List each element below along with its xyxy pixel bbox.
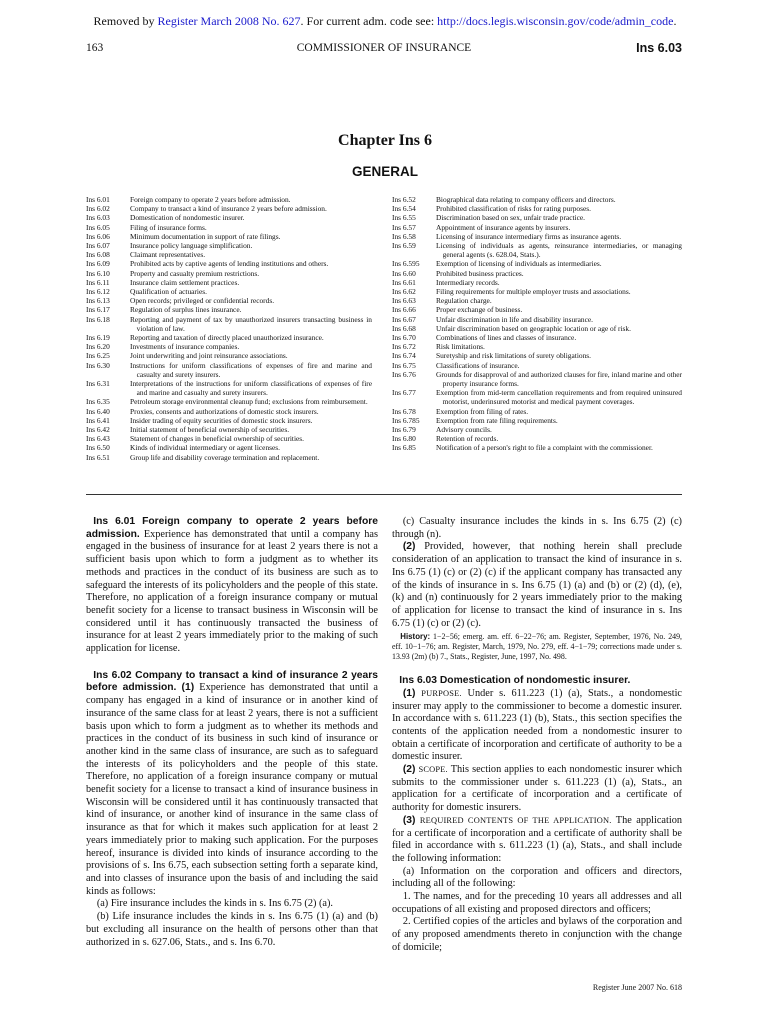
toc-entry-number: Ins 6.35 [86,397,110,407]
toc-entry-title: Insurance claim settlement practices. [130,277,240,287]
toc-entry-number: Ins 6.30 [86,360,110,370]
toc-entry[interactable] [392,407,682,416]
page-number: 163 [86,42,104,54]
section-6-01 [86,516,378,656]
toc-entry-title: Retention of records. [436,434,499,444]
toc-entry-title: Investments of insurance companies. [130,342,240,352]
toc-entry-title: Open records; privileged or confidential records. [130,296,275,306]
toc-entry[interactable] [86,315,372,333]
subsection-2 [392,541,682,630]
toc-entry-title: Interpretations of the instructions for uniform classifications of expenses of fire and marine and casualty and surety insurers. [130,379,372,398]
required-contents-text: The application for a certificate of incorporation and a certificate of authority shall be filed in accordance with s. 611.223 (1) (a), Stats., and shall include the following information: [392,814,682,864]
toc-entry[interactable] [392,370,682,388]
paragraph-b: (b) Life insurance includes the kinds in s. Ins 6.75 (1) (a) and (b) but excluding all insurance on the health of persons other than that authorized in s. 627.06, Stats., and s. Ins 6.70. [86,911,378,948]
toc-entry-title: Reporting and taxation of directly placed unauthorized insurance. [130,333,324,343]
toc-entry-title: Property and casualty premium restrictions. [130,268,260,278]
toc-entry-number: Ins 6.77 [392,388,416,398]
toc-entry[interactable] [86,278,372,287]
toc-entry-title: Discrimination based on sex, unfair trade practice. [436,213,585,223]
toc-entry[interactable] [392,296,682,305]
toc-entry-number: Ins 6.13 [86,296,110,306]
toc-entry[interactable] [86,195,372,204]
toc-entry-number: Ins 6.05 [86,222,110,232]
toc-entry[interactable] [86,443,372,452]
toc-entry[interactable] [86,351,372,360]
removal-notice-banner [0,14,770,29]
toc-entry-number: Ins 6.78 [392,406,416,416]
toc-entry-number: Ins 6.63 [392,296,416,306]
toc-entry-number: Ins 6.57 [392,222,416,232]
toc-entry-number: Ins 6.54 [392,204,416,214]
toc-entry[interactable] [86,342,372,351]
toc-entry[interactable] [86,379,372,397]
banner-prefix: Removed by [93,14,158,28]
toc-entry-title: Unfair discrimination based on geographic location or age of risk. [436,323,631,333]
toc-entry[interactable] [86,223,372,232]
toc-entry[interactable] [86,250,372,259]
toc-entry-title: Petroleum storage environmental cleanup fund; exclusions from reimbursement. [130,397,368,407]
toc-entry[interactable] [392,259,682,268]
toc-entry-title: Prohibited acts by captive agents of lending institutions and others. [130,259,329,269]
toc-entry-number: Ins 6.61 [392,277,416,287]
toc-entry[interactable] [86,287,372,296]
toc-entry[interactable] [86,453,372,462]
toc-entry-number: Ins 6.10 [86,268,110,278]
toc-entry-number: Ins 6.09 [86,259,110,269]
toc-entry[interactable] [392,333,682,342]
toc-entry[interactable] [392,324,682,333]
subsection-required-contents [392,815,682,866]
toc-entry-title: Exemption from mid-term cancellation requirements and from required uninsured motorist, underinsured motorist and medical payment coverages. [436,388,682,407]
scope-text: This section applies to each nondomestic insurer which submits to the commissioner under s. 611.223 (1) (a), Stats., an application for a certificate of incorporation and a certificate of authority for domestic insurers. [392,764,682,814]
table-of-contents-right [392,195,682,453]
toc-entry-title: Kinds of individual intermediary or agent licenses. [130,443,281,453]
table-of-contents-left [86,195,372,462]
purpose-text: Under s. 611.223 (1) (a), Stats., a nondomestic insurer may apply to the commissioner to become a domestic insurer. In accordance with s. 611.223 (1) (b), Stats., this section specifies the contents of the application needed from a nondomestic insurer to obtain a certificate of incorporation and certificate of authority to be a domestic insurer. [392,687,682,763]
toc-entry[interactable] [392,278,682,287]
toc-entry-number: Ins 6.60 [392,268,416,278]
toc-entry-number: Ins 6.595 [392,259,420,269]
toc-entry-number: Ins 6.58 [392,231,416,241]
subsection-scope [392,764,682,815]
paragraph-a: (a) Fire insurance includes the kinds in s. Ins 6.75 (2) (a). [96,898,334,910]
section-6-03-heading [392,675,682,688]
toc-entry-title: Exemption from rate filing requirements. [436,415,558,425]
toc-entry[interactable] [86,407,372,416]
toc-entry[interactable] [392,434,682,443]
toc-entry[interactable] [392,269,682,278]
toc-entry-number: Ins 6.43 [86,434,110,444]
toc-entry-title: Group life and disability coverage termination and replacement. [130,452,320,462]
scope-number: (2) [402,764,416,776]
scope-label: SCOPE. [418,765,448,775]
toc-entry-title: Unfair discrimination in life and disability insurance. [436,314,594,324]
toc-entry-number: Ins 6.51 [86,452,110,462]
toc-entry[interactable] [392,204,682,213]
toc-entry-title: Filing of insurance forms. [130,222,207,232]
toc-entry-title: Joint underwriting and joint reinsurance associations. [130,351,288,361]
toc-entry-number: Ins 6.42 [86,425,110,435]
history-note [392,632,682,661]
toc-entry-title: Appointment of insurance agents by insurers. [436,222,571,232]
chapter-title: Chapter Ins 6 [338,132,432,149]
toc-entry-number: Ins 6.75 [392,360,416,370]
toc-entry-title: Risk limitations. [436,342,485,352]
toc-entry-number: Ins 6.70 [392,333,416,343]
toc-entry-title: Grounds for disapproval of and authorized clauses for fire, inland marine and other property insurance forms. [436,369,682,389]
toc-entry[interactable] [392,287,682,296]
toc-entry[interactable] [86,416,372,425]
toc-entry-title: Combinations of lines and classes of insurance. [436,333,577,343]
toc-entry-number: Ins 6.31 [86,379,110,389]
toc-entry[interactable] [392,315,682,324]
required-contents-label: REQUIRED CONTENTS OF THE APPLICATION. [419,815,612,825]
register-link[interactable]: Register March 2008 No. 627 [157,14,301,28]
toc-entry-number: Ins 6.74 [392,351,416,361]
paragraph-3a: (a) Information on the corporation and officers and directors, including all of the following: [392,865,682,890]
toc-entry-number: Ins 6.07 [86,241,110,251]
body-column-left [86,516,378,949]
section-6-02-text: Experience has demonstrated that until a company has engaged in a kind of insurance or in another kind of insurance of the same class for at least 2 years, there is not a sufficient basis upon which to form a judgment as to whether its methods and practices in the conduct of its business in such kind of insurance or another kind in the same class of insurance, are such as to safeguard the interests of its policyholders and the people of this state. Therefore, no application of a foreign insurance company or mutual benefit society for a license to transact a kind of insurance business in Wisconsin will be considered until it has continuously transacted that kind of insurance, or another kind of insurance in the same class of insurance as that for which it makes such application for at least 2 years immediately prior to making such application. For the purposes hereof, insurance is divided into kinds of insurance according to the provisions of s. Ins 6.75, each subsection setting forth a separate kind, and into classes of insurance upon the basis of and including the said kinds as follows: [86,682,378,897]
toc-entry-title: Domestication of nondomestic insurer. [130,213,245,223]
toc-entry[interactable] [86,296,372,305]
toc-entry[interactable] [392,195,682,204]
toc-entry[interactable] [86,425,372,434]
toc-entry-number: Ins 6.55 [392,213,416,223]
paragraph-c: (c) Casualty insurance includes the kinds in s. Ins 6.75 (2) (c) through (n). [392,516,682,540]
toc-entry-title: Claimant representatives. [130,250,206,260]
history-label: History: [400,632,431,642]
toc-entry[interactable] [86,397,372,406]
toc-entry-number: Ins 6.72 [392,342,416,352]
toc-entry[interactable] [86,269,372,278]
toc-entry-number: Ins 6.06 [86,231,110,241]
toc-entry-number: Ins 6.41 [86,415,110,425]
toc-entry-number: Ins 6.785 [392,415,420,425]
toc-entry[interactable] [86,361,372,379]
section-6-02 [86,670,378,899]
toc-entry[interactable] [392,232,682,241]
toc-entry-number: Ins 6.52 [392,195,416,204]
toc-entry-title: Exemption of licensing of individuals as intermediaries. [436,259,602,269]
toc-entry-number: Ins 6.03 [86,213,110,223]
toc-entry[interactable] [86,259,372,268]
toc-entry-title: Exemption from filing of rates. [436,406,529,416]
toc-entry-number: Ins 6.50 [86,443,110,453]
toc-entry-number: Ins 6.11 [86,277,110,287]
running-header-title: COMMISSIONER OF INSURANCE [296,42,472,54]
toc-entry-title: Reporting and payment of tax by unauthorized insurers transacting business in violation of law. [130,314,372,333]
toc-entry-number: Ins 6.02 [86,204,110,214]
divider-rule [86,494,682,495]
register-footer: Register June 2007 No. 618 [592,983,682,992]
toc-entry[interactable] [86,333,372,342]
toc-entry-number: Ins 6.17 [86,305,110,315]
toc-entry[interactable] [86,232,372,241]
toc-entry-title: Statement of changes in beneficial ownership of securities. [130,434,305,444]
toc-entry-title: Advisory councils. [436,425,492,435]
required-contents-number: (3) [402,814,416,826]
toc-entry-title: Licensing of insurance intermediary firms as insurance agents. [436,231,622,241]
toc-entry[interactable] [392,416,682,425]
toc-entry-title: Foreign company to operate 2 years before admission. [130,195,291,204]
admin-code-link[interactable]: http://docs.legis.wisconsin.gov/code/admin_code [437,14,674,28]
purpose-number: (1) [402,687,416,699]
toc-entry[interactable] [86,241,372,250]
toc-entry-number: Ins 6.67 [392,314,416,324]
purpose-label: PURPOSE. [421,688,462,698]
toc-entry-title: Biographical data relating to company officers and directors. [436,195,616,204]
toc-entry[interactable] [392,305,682,314]
toc-entry-title: Proper exchange of business. [436,305,523,315]
toc-entry[interactable] [392,443,682,452]
toc-entry-number: Ins 6.80 [392,434,416,444]
chapter-subtitle: GENERAL [351,164,418,179]
toc-entry-number: Ins 6.59 [392,241,416,251]
section-6-02-heading: Ins 6.02 Company to transact a kind of insurance 2 years before admission. [86,669,378,694]
toc-entry-title: Notification of a person's right to file a complaint with the commissioner. [436,443,653,453]
section-6-01-heading: Ins 6.01 Foreign company to operate 2 years before admission. [86,516,378,540]
toc-entry-title: Company to transact a kind of insurance 2 years before admission. [130,204,327,214]
toc-entry[interactable] [392,213,682,222]
toc-entry-title: Prohibited classification of risks for rating purposes. [436,204,591,214]
item-2: 2. Certified copies of the articles and bylaws of the corporation and of any proposed amendments thereto in conjunction with the change of domicile; [392,916,682,953]
toc-entry-number: Ins 6.20 [86,342,110,352]
toc-entry-title: Insider trading of equity securities of domestic stock insurers. [130,415,313,425]
item-1: 1. The names, and for the preceding 10 years all addresses and all occupations of all existing and proposed directors and officers; [392,891,682,915]
toc-entry-title: Intermediary records. [436,277,500,287]
toc-entry[interactable] [86,204,372,213]
toc-entry-title: Regulation of surplus lines insurance. [130,305,242,315]
toc-entry[interactable] [86,305,372,314]
subsection-2-text: Provided, however, that nothing herein shall preclude consideration of an application to transact the kind of insurance in s. Ins 6.75 (1) (c) or (2) (c) if the applicant company has transacted any of the kinds of insurance in s. Ins 6.75 (1) (a) and (b) or (2) (d), (e), (k) and (n) continuously for 2 years immediately prior to the making of application for license to transact the kind of insurance in s. Ins 6.75 (1) (c) or (2) (c). [392,541,682,629]
toc-entry[interactable] [392,241,682,259]
toc-entry-title: Suretyship and risk limitations of surety obligations. [436,351,591,361]
toc-entry-title: Qualification of actuaries. [130,287,207,297]
toc-entry-title: Classifications of insurance. [436,360,520,370]
toc-entry-title: Initial statement of beneficial ownership of securities. [130,425,290,435]
toc-entry-number: Ins 6.62 [392,287,416,297]
toc-entry[interactable] [392,351,682,360]
toc-entry-number: Ins 6.25 [86,351,110,361]
toc-entry-number: Ins 6.76 [392,369,416,379]
toc-entry-title: Filing requirements for multiple employer trusts and associations. [436,287,631,297]
subsection-2-number: (2) [402,541,416,553]
banner-middle: . For current adm. code see: [300,14,438,28]
toc-entry-number: Ins 6.18 [86,314,110,324]
toc-entry-title: Regulation charge. [436,296,492,306]
toc-entry[interactable] [392,388,682,406]
banner-suffix: . [673,14,677,28]
toc-entry-number: Ins 6.12 [86,287,110,297]
subsection-1-number: (1) [176,682,200,694]
toc-entry-title: Licensing of individuals as agents, reinsurance intermediaries, or managing general agents (s. 628.04, Stats.). [436,241,682,260]
section-6-03-title: Ins 6.03 Domestication of nondomestic insurer. [399,675,631,687]
toc-entry-number: Ins 6.85 [392,443,416,453]
toc-entry-title: Proxies, consents and authorizations of domestic stock insurers. [130,406,319,416]
body-column-right [392,516,682,955]
toc-entry-number: Ins 6.68 [392,323,416,333]
toc-entry-number: Ins 6.79 [392,425,416,435]
toc-entry[interactable] [392,342,682,351]
toc-entry-number: Ins 6.19 [86,333,110,343]
toc-entry-title: Insurance policy language simplification. [130,241,253,251]
toc-entry[interactable] [392,223,682,232]
toc-entry-number: Ins 6.08 [86,250,110,260]
toc-entry-number: Ins 6.40 [86,406,110,416]
toc-entry-title: Minimum documentation in support of rate filings. [130,231,281,241]
toc-entry[interactable] [86,434,372,443]
history-text: 1−2−56; emerg. am. eff. 6−22−76; am. Register, September, 1976, No. 249, eff. 10−1−76; am. Register, March, 1979, No. 279, eff. 4−1−79; corrections made under s. 13.93 (2m) (b) 7., Stats., Register, June, 1997, No. 498. [392,632,682,661]
subsection-purpose [392,688,682,764]
toc-entry-number: Ins 6.66 [392,305,416,315]
section-code: Ins 6.03 [636,41,682,55]
toc-entry[interactable] [392,425,682,434]
toc-entry-title: Instructions for uniform classifications of expenses of fire and marine and casualty and surety insurers. [130,360,372,379]
toc-entry[interactable] [392,361,682,370]
toc-entry[interactable] [86,213,372,222]
section-6-01-text: Experience has demonstrated that until a company has engaged in the business of insurance for at least 2 years there is not a sufficient basis upon which to form a judgment as to whether its methods and practices in the conduct of its business are such as to safeguard the interests of its policyholders and the people of this state. Therefore, no application of a foreign insurance company or mutual benefit society for a license to transact business in Wisconsin will be considered until it has continuously transacted the business of insurance for at least 2 years immediately prior to the making of such application for license. [86,528,378,655]
toc-entry-title: Prohibited business practices. [436,268,524,278]
running-header [86,42,682,58]
toc-entry-number: Ins 6.01 [86,195,110,204]
